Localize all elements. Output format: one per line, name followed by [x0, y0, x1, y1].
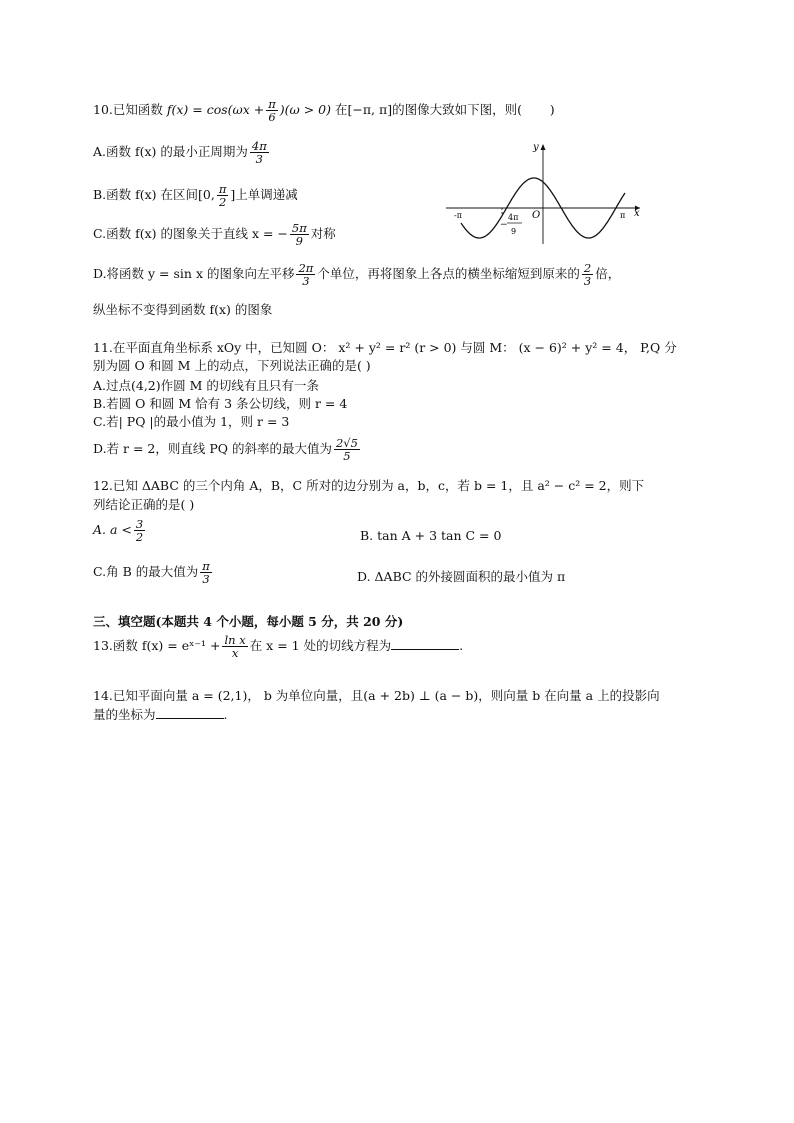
- q13-num: ln x: [224, 633, 246, 647]
- q10-option-c-text: C.函数 f(x) 的图象关于直线 x = −: [93, 226, 288, 242]
- q11-option-b: B.若圆 O 和圆 M 恰有 3 条公切线，则 r = 4: [93, 396, 348, 411]
- q11-option-d-num: 2√5: [335, 436, 358, 450]
- q10-option-d-post: 倍，: [595, 266, 621, 282]
- q10-option-a: [93, 140, 271, 165]
- q11-line1: 11.在平面直角坐标系 xOy 中，已知圆 O： x² + y² = r² (r > 0) 与圆 M： (x − 6)² + y² = 4， P,Q 分: [93, 340, 677, 355]
- q12-option-a-den: 2: [135, 530, 144, 545]
- q10-option-d: [93, 262, 620, 287]
- q13-text: 13.函数 f(x) = eˣ⁻¹ +: [93, 638, 221, 654]
- q10-option-c: [93, 222, 336, 247]
- q10-stem-frac: [266, 98, 278, 123]
- q10-option-b-frac: [217, 183, 229, 208]
- q12-option-b: B. tan A + 3 tan C = 0: [360, 528, 502, 543]
- q10-option-c-num: 5π: [291, 221, 307, 235]
- q10-option-d-text: D.将函数 y = sin x 的图象向左平移: [93, 266, 295, 282]
- graph-origin-label: O: [532, 210, 541, 221]
- q10-stem-cond: )(ω > 0): [279, 102, 331, 118]
- q13-end: .: [459, 638, 464, 654]
- q10-option-d-line2: 纵坐标不变得到函数 f(x) 的图象: [93, 302, 273, 317]
- q10-option-b-text: B.函数 f(x) 在区间[0,: [93, 187, 215, 203]
- section3-title: 三、填空题(本题共 4 个小题，每小题 5 分，共 20 分): [93, 614, 404, 629]
- graph-zero-sign: −: [500, 220, 508, 230]
- q10-option-b-num: π: [218, 182, 227, 196]
- q10-stem-frac-num: π: [268, 97, 276, 111]
- q10-cosine-graph: [440, 140, 650, 250]
- q12-option-d: D. ΔABC 的外接圆面积的最小值为 π: [357, 569, 566, 584]
- q10-option-b: [93, 183, 298, 208]
- q12-option-c-frac: [200, 560, 212, 585]
- q10-stem-a: 10.已知函数: [93, 102, 163, 118]
- q14-line2: [93, 707, 228, 722]
- q12-line1: 12.已知 ΔABC 的三个内角 A，B，C 所对的边分别为 a，b，c，若 b = 1，且 a² − c² = 2，则下: [93, 478, 645, 493]
- q10-option-d-mid: 个单位，再将图象上各点的横坐标缩短到原来的: [317, 266, 580, 282]
- q14-line2-text: 量的坐标为: [93, 707, 156, 722]
- q14-answer-blank[interactable]: [156, 707, 224, 719]
- q13-frac: [222, 634, 247, 659]
- q10-option-a-frac: [250, 140, 269, 165]
- graph-left-tick-label: -π: [454, 211, 462, 220]
- q12-option-c-text: C.角 B 的最大值为: [93, 564, 199, 580]
- graph-zero-num: 4π: [508, 213, 519, 222]
- q10-option-d-frac: [296, 262, 315, 287]
- graph-y-arrow: [541, 144, 546, 150]
- graph-x-label: x: [634, 208, 640, 219]
- q11-line2: 别为圆 O 和圆 M 上的动点，下列说法正确的是( ): [93, 358, 371, 373]
- graph-y-label: y: [533, 142, 539, 153]
- q10-option-a-num: 4π: [251, 139, 267, 153]
- q11-option-d-den: 5: [343, 449, 351, 464]
- q10-option-a-den: 3: [255, 152, 263, 167]
- q10-option-d-frac2: [582, 262, 593, 287]
- q10-option-d-den2: 3: [583, 274, 592, 289]
- q10-option-c-post: 对称: [310, 226, 336, 242]
- q10-option-b-post: ]上单调递减: [230, 187, 298, 203]
- q10-option-d-num: 2π: [298, 261, 314, 275]
- q10-stem: [93, 98, 555, 123]
- q10-stem-c: ): [549, 102, 555, 118]
- q11-option-d: [93, 437, 362, 462]
- q10-option-c-frac: [290, 222, 309, 247]
- q14-end: .: [223, 707, 228, 722]
- q11-option-d-text: D.若 r = 2，则直线 PQ 的斜率的最大值为: [93, 441, 332, 457]
- q11-option-a: A.过点(4,2)作圆 M 的切线有且只有一条: [93, 378, 319, 393]
- q10-option-d-den: 3: [302, 274, 310, 289]
- q11-option-d-frac: [334, 437, 360, 462]
- q12-option-a: [93, 518, 147, 543]
- q10-stem-frac-den: 6: [268, 110, 276, 125]
- q13-den: x: [231, 646, 239, 661]
- q10-option-b-den: 2: [218, 195, 227, 210]
- q10-option-d-num2: 2: [583, 261, 592, 275]
- q13-answer-blank[interactable]: [391, 638, 459, 650]
- q12-option-a-frac: [134, 518, 145, 543]
- q12-option-a-num: 3: [135, 517, 144, 531]
- q11-option-c: C.若| PQ |的最小值为 1，则 r = 3: [93, 414, 290, 429]
- q12-option-c: [93, 560, 214, 585]
- graph-zero-den: 9: [511, 227, 517, 236]
- q12-line2: 列结论正确的是( ): [93, 497, 195, 512]
- q12-option-c-den: 3: [202, 572, 210, 587]
- graph-right-tick-label: π: [620, 211, 626, 220]
- q12-option-c-num: π: [202, 559, 210, 573]
- q13-post: 在 x = 1 处的切线方程为: [249, 638, 392, 654]
- q10-option-a-text: A.函数 f(x) 的最小正周期为: [93, 144, 248, 160]
- q10-stem-b: 在[−π, π]的图像大致如下图，则(: [334, 102, 522, 118]
- q10-stem-fx: f(x) = cos(ωx +: [166, 102, 265, 118]
- q12-option-a-text: A. a <: [93, 522, 132, 538]
- q14-line1: 14.已知平面向量 a = (2,1)， b 为单位向量，且(a + 2b) ⊥ (a − b)，则向量 b 在向量 a 上的投影向: [93, 688, 660, 703]
- q13-line: [93, 634, 463, 659]
- q10-option-c-den: 9: [295, 234, 303, 249]
